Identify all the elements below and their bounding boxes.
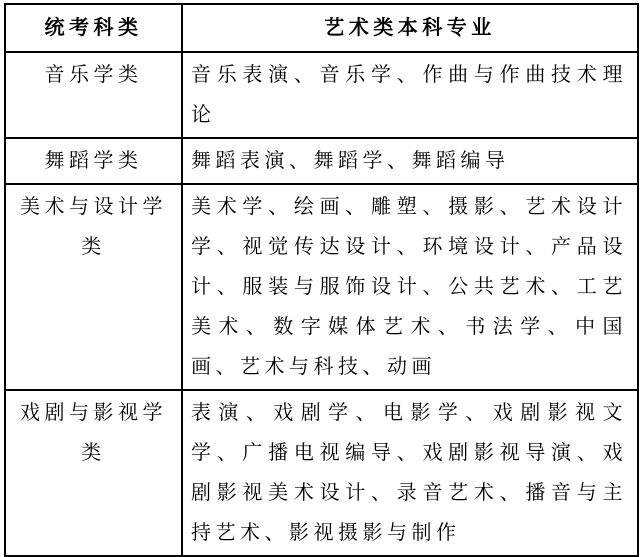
header-row <box>5 4 638 52</box>
majors-cell-drama-film: 表演、戏剧学、电影学、戏剧影视文学、广播电视编导、戏剧影视导演、戏剧影视美术设计、录音艺术、播音与主持艺术、影视摄影与制作 <box>182 390 638 556</box>
category-cell-drama-film: 戏剧与影视学类 <box>5 390 182 556</box>
table-row <box>5 52 638 138</box>
majors-cell-music: 音乐表演、音乐学、作曲与作曲技术理论 <box>182 52 638 138</box>
header-exam-category: 统考科类 <box>5 4 182 52</box>
category-cell-dance: 舞蹈学类 <box>5 138 182 184</box>
majors-cell-dance: 舞蹈表演、舞蹈学、舞蹈编导 <box>182 138 638 184</box>
exam-majors-table <box>4 3 639 557</box>
category-cell-fine-arts-design: 美术与设计学类 <box>5 184 182 390</box>
header-art-majors: 艺术类本科专业 <box>182 4 638 52</box>
majors-cell-fine-arts-design: 美术学、绘画、雕塑、摄影、艺术设计学、视觉传达设计、环境设计、产品设计、服装与服饰设计、公共艺术、工艺美术、数字媒体艺术、书法学、中国画、艺术与科技、动画 <box>182 184 638 390</box>
table-row <box>5 184 638 390</box>
category-cell-music: 音乐学类 <box>5 52 182 138</box>
table-row <box>5 390 638 556</box>
table-row <box>5 138 638 184</box>
